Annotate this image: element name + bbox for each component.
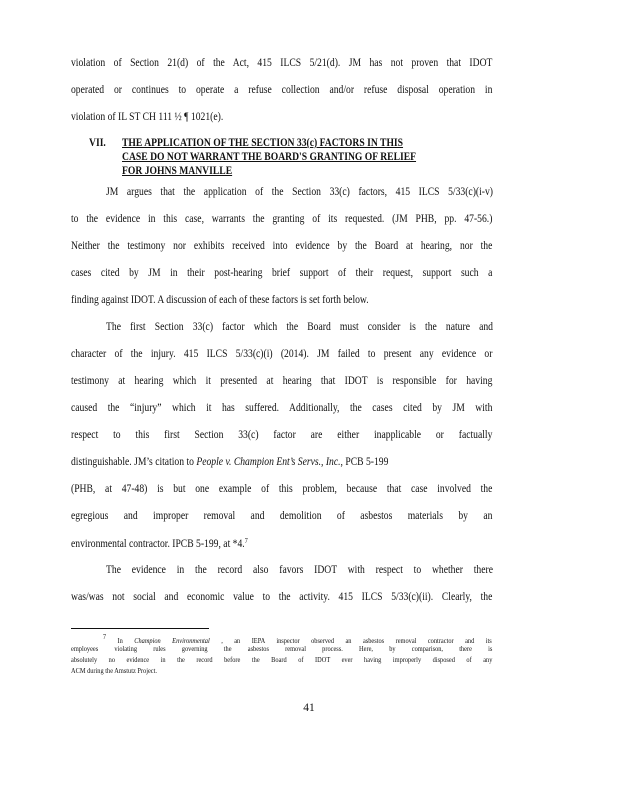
body-line: Neither the testimony nor exhibits received into evidence by the Board at hearing, nor the [71,240,493,252]
section-number: VII. [89,137,106,149]
body-text: environmental contractor. IPCB 5-199, at *4. [71,538,245,550]
body-line: The first Section 33(c) factor which the Board must consider is the nature and [106,321,493,333]
section-heading-line: CASE DO NOT WARRANT THE BOARD'S GRANTING OF RELIEF [122,151,417,163]
section-heading-line: FOR JOHNS MANVILLE [122,165,233,177]
body-line: cases cited by JM in their post-hearing brief support of their request, support such a [71,267,493,279]
body-line: to the evidence in this case, warrants the granting of its requested. (JM PHB, pp. 47-56.) [71,213,493,225]
body-line: (PHB, at 47-48) is but one example of this problem, because that case involved the [71,483,493,495]
body-line: caused the “injury” which it has suffered. Additionally, the cases cited by JM with [71,402,493,414]
body-line: operated or continues to operate a refuse collection and/or refuse disposal operation in [71,84,493,96]
footnote-line: ACM during the Amstutz Project. [71,666,157,675]
footnote-line: employees violating rules governing the asbestos removal process. Here, by comparison, there is [71,644,493,653]
body-line: egregious and improper removal and demolition of asbestos materials by an [71,510,493,522]
body-text: distinguishable. JM’s citation to [71,456,194,468]
body-line: was/was not social and economic value to the activity. 415 ILCS 5/33(c)(ii). Clearly, the [71,591,493,603]
footnote-line: absolutely no evidence in the record before the Board of IDOT ever having improperly disposed of any [71,655,493,664]
case-citation: People v. Champion Ent’s Servs., Inc. [196,456,341,468]
body-line [71,456,492,468]
body-line: violation of IL ST CH 111 ½ ¶ 1021(e). [71,111,224,123]
body-line: testimony at hearing which it presented at hearing that IDOT is responsible for having [71,375,493,387]
footnote-reference[interactable]: 7 [244,537,248,545]
footnote-text: In [117,636,123,645]
body-line: The evidence in the record also favors IDOT with respect to whether there [106,564,493,576]
body-text: , PCB 5-199 [340,456,389,468]
footnote-number: 7 [103,633,107,641]
body-line: JM argues that the application of the Section 33(c) factors, 415 ILCS 5/33(c)(i-v) [106,186,493,198]
body-line: finding against IDOT. A discussion of each of these factors is set forth below. [71,294,369,306]
body-line: character of the injury. 415 ILCS 5/33(c)(i) (2014). JM failed to present any evidence or [71,348,493,360]
body-line: respect to this first Section 33(c) factor are either inapplicable or factually [71,429,493,441]
section-heading-line: THE APPLICATION OF THE SECTION 33(c) FACTORS IN THIS [122,137,404,149]
page-number: 41 [303,702,315,714]
footnote-text: , an IEPA inspector observed an asbestos removal contractor and its [221,636,492,645]
body-line: violation of Section 21(d) of the Act, 415 ILCS 5/21(d). JM has not proven that IDOT [71,57,493,69]
footnote-divider [71,628,209,629]
case-citation: Champion Environmental [134,636,210,645]
body-line [71,537,492,550]
